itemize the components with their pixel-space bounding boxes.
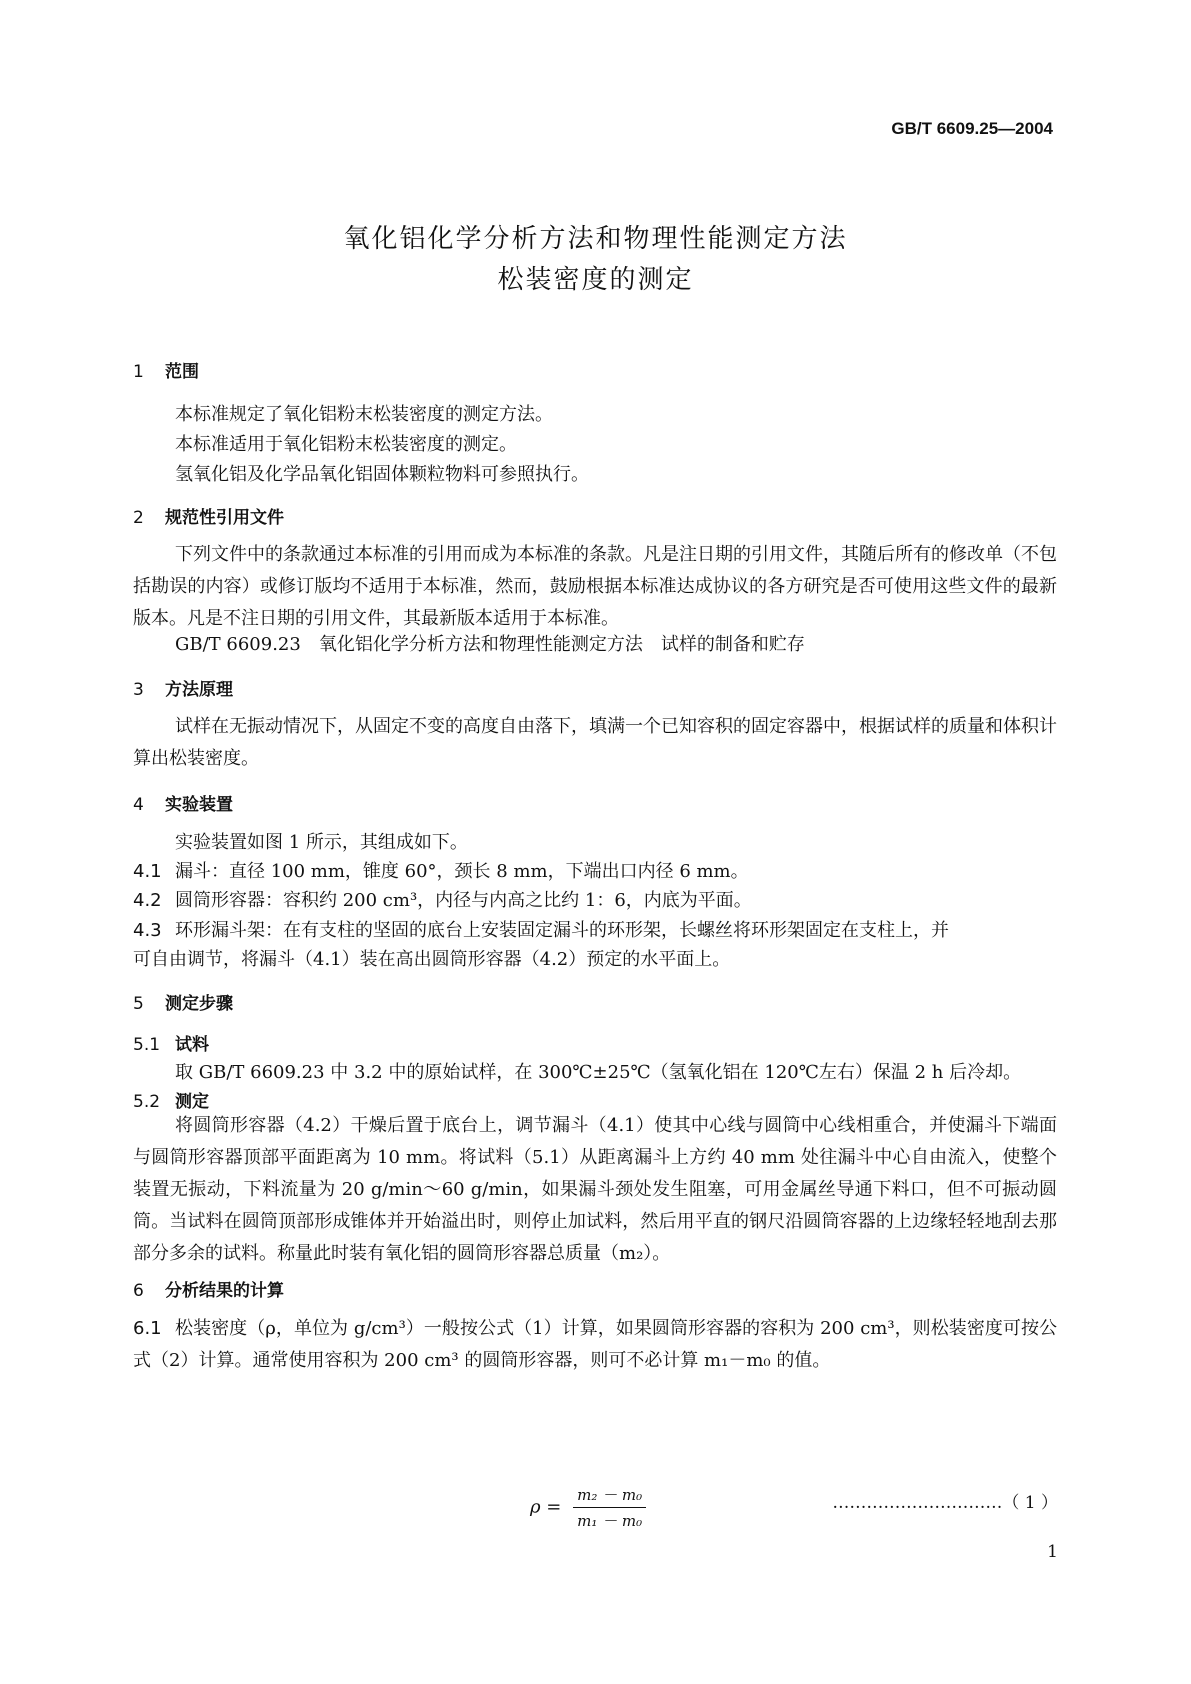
section-5-heading: [133, 989, 233, 1014]
clause-text: 松装密度（ρ，单位为 g/cm³）一般按公式（1）计算，如果圆筒形容器的容积为 200 cm³，则松装密度可按公式（2）计算。通常使用容积为 200 cm³ 的圆筒形容器，则可不必计算 m₁－m₀ 的值。: [133, 1318, 1057, 1371]
section-number: 5: [133, 994, 144, 1014]
section-number: 6: [133, 1281, 144, 1301]
paragraph: 取 GB/T 6609.23 中 3.2 中的原始试样，在 300℃±25℃（氢氧化铝在 120℃左右）保温 2 h 后冷却。: [175, 1062, 1022, 1083]
section-2-heading: [133, 503, 284, 528]
clause-text: 漏斗：直径 100 mm，锥度 60°，颈长 8 mm，下端出口内径 6 mm。: [175, 861, 749, 882]
section-3-heading: [133, 675, 233, 700]
paragraph: 下列文件中的条款通过本标准的引用而成为本标准的条款。凡是注日期的引用文件，其随后所有的修改单（不包括勘误的内容）或修订版均不适用于本标准，然而，鼓励根据本标准达成协议的各方研究是否可使用这些文件的最新版本。凡是不注日期的引用文件，其最新版本适用于本标准。: [133, 544, 1057, 629]
section-number: 1: [133, 362, 144, 382]
section-number: 4: [133, 795, 144, 815]
clause-4-1: [133, 857, 749, 883]
clause-text: 圆筒形容器：容积约 200 cm³，内径与内高之比约 1：6，内底为平面。: [175, 890, 752, 911]
section-title: 范围: [165, 362, 199, 382]
paragraph: 试样在无振动情况下，从固定不变的高度自由落下，填满一个已知容积的固定容器中，根据试样的质量和体积计算出松装密度。: [133, 716, 1057, 769]
section-4-heading: [133, 790, 233, 815]
paragraph: 本标准规定了氧化铝粉末松装密度的测定方法。: [175, 404, 553, 425]
paragraph: 将圆筒形容器（4.2）干燥后置于底台上，调节漏斗（4.1）使其中心线与圆筒中心线相重合，并使漏斗下端面与圆筒形容器顶部平面距离为 10 mm。将试料（5.1）从距离漏斗上方约 40 mm 处往漏斗中心自由流入，使整个装置无振动，下料流量为 20 g/min～60 g/min，如果漏斗颈处发生阻塞，可用金属丝导通下料口，但不可振动圆筒。当试料在圆筒顶部形成锥体并开始溢出时，则停止加试料，然后用平直的钢尺沿圆筒容器的上边缘轻轻地刮去那部分多余的试料。称量此时装有氧化铝的圆筒形容器总质量（m₂）。: [133, 1115, 1057, 1264]
section-title: 实验装置: [165, 795, 233, 815]
standard-code: GB/T 6609.25—2004: [891, 119, 1053, 138]
clause-number: 4.2: [133, 890, 162, 911]
paragraph: 实验装置如图 1 所示，其组成如下。: [175, 832, 468, 853]
document-subtitle: 松装密度的测定: [497, 265, 694, 295]
section-6-heading: [133, 1276, 284, 1301]
clause-number: 4.1: [133, 861, 162, 882]
section-title: 方法原理: [165, 680, 233, 700]
clause-number: 4.3: [133, 920, 162, 941]
clause-4-3: [133, 916, 949, 942]
clause-4-2: [133, 886, 752, 912]
reference-entry: GB/T 6609.23 氧化铝化学分析方法和物理性能测定方法 试样的制备和贮存: [175, 634, 805, 655]
section-title: 分析结果的计算: [165, 1281, 284, 1301]
section-number: 3: [133, 680, 144, 700]
clause-number: 6.1: [133, 1318, 162, 1339]
clause-4-3-continued: 可自由调节，将漏斗（4.1）装在高出圆筒形容器（4.2）预定的水平面上。: [133, 949, 731, 970]
paragraph: 氢氧化铝及化学品氧化铝固体颗粒物料可参照执行。: [175, 464, 589, 485]
section-title: 规范性引用文件: [165, 508, 284, 528]
fraction-bar: [573, 1507, 646, 1508]
page-number: 1: [1047, 1542, 1058, 1562]
section-number: 2: [133, 508, 144, 528]
section-title: 测定步骤: [165, 994, 233, 1014]
subsection-5-1-heading: [133, 1030, 209, 1055]
subsection-5-2-heading: [133, 1087, 209, 1112]
paragraph: 本标准适用于氧化铝粉末松装密度的测定。: [175, 434, 517, 455]
clause-text: 环形漏斗架：在有支柱的坚固的底台上安装固定漏斗的环形架，长螺丝将环形架固定在支柱上，并: [175, 920, 949, 941]
clause-6-1: [133, 1313, 1057, 1377]
section-1-heading: [133, 357, 199, 382]
formula-label: …………………………（ 1 ）: [832, 1493, 1058, 1513]
subsection-number: 5.2: [133, 1092, 161, 1112]
formula-denominator: m₁ － m₀: [577, 1512, 643, 1530]
subsection-title: 测定: [175, 1092, 209, 1112]
formula-lhs: ρ =: [530, 1496, 562, 1518]
subsection-number: 5.1: [133, 1035, 161, 1055]
formula-1: [530, 1484, 646, 1531]
subsection-title: 试料: [175, 1035, 209, 1055]
document-title: 氧化铝化学分析方法和物理性能测定方法: [343, 224, 848, 254]
formula-fraction: [573, 1484, 646, 1531]
formula-numerator: m₂ － m₀: [577, 1486, 643, 1504]
